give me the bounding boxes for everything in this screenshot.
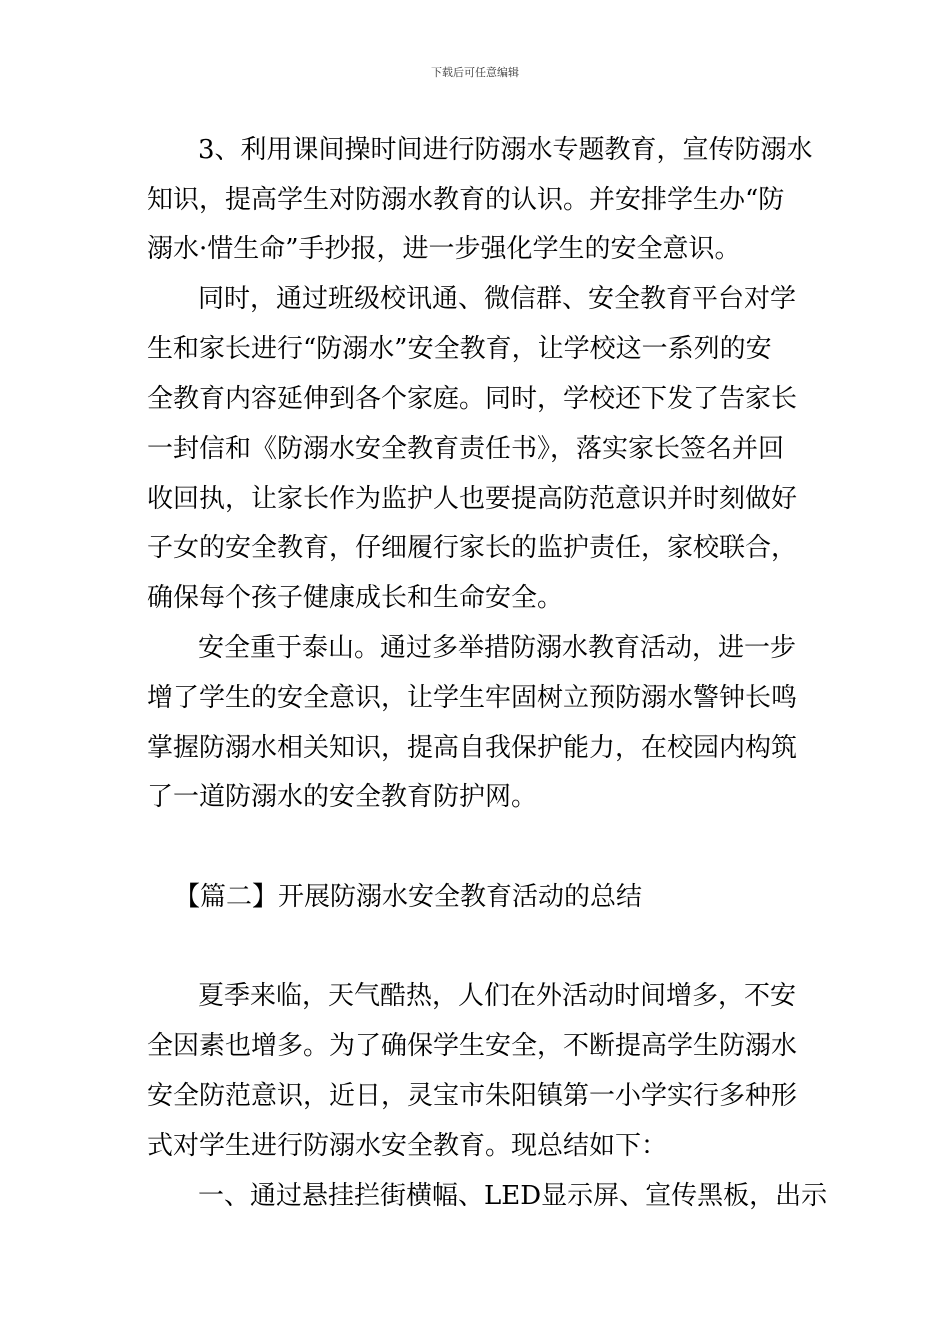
paragraph-line: 全因素也增多。为了确保学生安全，不断提高学生防溺水: [147, 1031, 798, 1061]
paragraph-line: 生和家长进行“防溺水”安全教育，让学校这一系列的安: [147, 334, 772, 364]
paragraph-line: 子女的安全教育，仔细履行家长的监护责任，家校联合，: [147, 533, 798, 563]
paragraph-line: 一封信和《防溺水安全教育责任书》，落实家长签名并回: [147, 434, 785, 464]
paragraph-line: 安全防范意识，近日，灵宝市朱阳镇第一小学实行多种形: [147, 1081, 798, 1111]
paragraph-line: 增了学生的安全意识，让学生牢固树立预防溺水警钟长鸣: [147, 683, 798, 713]
section-heading: 【篇二】开展防溺水安全教育活动的总结: [174, 882, 643, 912]
paragraph-line: 掌握防溺水相关知识，提高自我保护能力，在校园内构筑: [147, 733, 798, 763]
paragraph-line: 夏季来临，天气酷热，人们在外活动时间增多，不安: [198, 981, 797, 1011]
paragraph-line: 式对学生进行防溺水安全教育。现总结如下：: [147, 1131, 668, 1161]
page-header-note: 下载后可任意编辑: [431, 66, 519, 79]
paragraph-line: 同时，通过班级校讯通、微信群、安全教育平台对学: [198, 284, 797, 314]
paragraph-line: 全教育内容延伸到各个家庭。同时，学校还下发了告家长: [147, 384, 798, 414]
paragraph-line: 知识，提高学生对防溺水教育的认识。并安排学生办“防: [147, 185, 785, 215]
paragraph-line: 收回执，让家长作为监护人也要提高防范意识并时刻做好: [147, 484, 798, 514]
paragraph-line: 了一道防溺水的安全教育防护网。: [147, 782, 538, 812]
paragraph-line: 溺水·惜生命”手抄报，进一步强化学生的安全意识。: [147, 234, 741, 264]
paragraph-line: 一、通过悬挂拦街横幅、LED显示屏、宣传黑板，出示: [198, 1181, 828, 1211]
paragraph-line: 3、利用课间操时间进行防溺水专题教育，宣传防溺水: [198, 135, 813, 165]
paragraph-line: 确保每个孩子健康成长和生命安全。: [147, 583, 564, 613]
paragraph-line: 安全重于泰山。通过多举措防溺水教育活动，进一步: [198, 633, 797, 663]
